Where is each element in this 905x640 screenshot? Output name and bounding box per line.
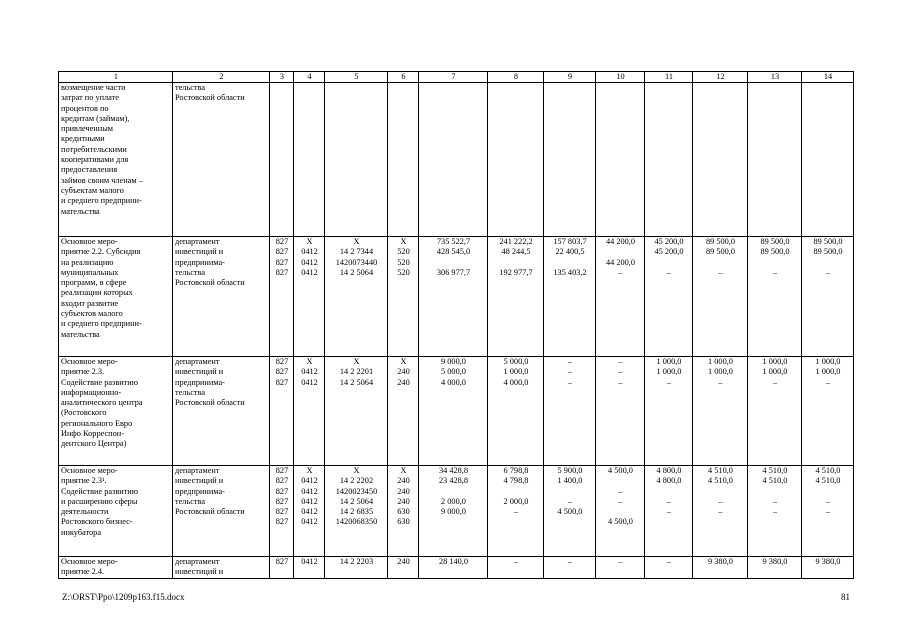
cell-line: 6 798,8	[503, 466, 529, 475]
cell-line	[598, 247, 643, 257]
cell-line	[546, 258, 594, 268]
value-cell-col-8	[488, 237, 544, 357]
cell-line: 89 500,0	[705, 247, 736, 257]
value-cell-col-3	[270, 466, 294, 557]
cell-line	[598, 476, 643, 486]
cell-line: 48 244,5	[501, 247, 531, 257]
column-header-12: 12	[693, 72, 748, 83]
value-cell-col-4	[294, 466, 325, 557]
cell-line: 240	[397, 496, 410, 506]
value-cell-col-5	[325, 83, 388, 237]
cell-line: 520	[397, 267, 410, 277]
cell-line: 1 000,0	[815, 367, 841, 377]
cell-line: 827	[275, 517, 289, 527]
value-cell-col-8	[488, 357, 544, 466]
cell-line: 14 2 5064	[339, 496, 374, 506]
value-cell-col-13	[748, 557, 802, 579]
value-cell-col-11	[645, 83, 693, 237]
cell-line	[647, 258, 691, 268]
cell-line: 4 510,0	[815, 466, 841, 475]
value-cell-col-3	[270, 83, 294, 237]
value-cell-col-13	[748, 357, 802, 466]
value-cell-col-6	[388, 237, 419, 357]
table-row	[59, 357, 854, 466]
cell-line: –	[513, 507, 519, 517]
cell-line: –	[618, 557, 623, 566]
cell-line	[421, 487, 486, 497]
cell-line: 827	[275, 557, 289, 566]
value-cell-col-5	[325, 357, 388, 466]
cell-line: –	[718, 377, 723, 387]
cell-line	[695, 258, 746, 268]
cell-line: 9 380,0	[708, 557, 733, 566]
value-cell-col-14	[802, 557, 854, 579]
file-path: Z:\ORST\Ppo\1209p163.f15.docx	[62, 592, 185, 602]
cell-line: 0412	[301, 486, 318, 496]
cell-line: –	[718, 496, 723, 506]
cell-line: 520	[397, 257, 410, 267]
cell-line: 14 2 2203	[339, 557, 374, 566]
cell-line: 9 000,0	[441, 507, 466, 517]
measure-name-cell: Основное меро- приятие 2.2. Субсидия на реализацию муниципальных программ, в сфере реализации которых входит развитие субъектов малого и среднего предприни- мательства	[59, 237, 173, 357]
value-cell-col-6	[388, 83, 419, 237]
cell-line: 89 500,0	[813, 247, 843, 257]
cell-line: 4 510,0	[762, 476, 788, 486]
cell-line: 0412	[301, 557, 318, 566]
cell-line: –	[772, 377, 778, 387]
value-cell-col-13	[748, 237, 802, 357]
cell-line: 1420068350	[335, 517, 378, 527]
cell-line: Х	[306, 357, 313, 366]
value-cell-col-12	[693, 466, 748, 557]
cell-line: 9 000,0	[441, 357, 466, 366]
column-header-2: 2	[173, 72, 270, 83]
cell-line: 4 000,0	[503, 377, 529, 387]
cell-line	[695, 487, 746, 497]
cell-line: 4 800,0	[656, 466, 682, 475]
measure-name-cell: Основное меро- приятие 2.4.	[59, 557, 173, 579]
cell-line: 1420073440	[335, 257, 378, 267]
cell-line: 1 000,0	[708, 367, 733, 377]
cell-line: –	[666, 507, 672, 517]
cell-line: 428 545,0	[436, 247, 471, 257]
value-cell-col-3	[270, 557, 294, 579]
value-cell-col-9	[544, 237, 596, 357]
cell-line: 14 2 2202	[339, 476, 374, 486]
cell-line: 4 500,0	[608, 466, 633, 475]
cell-line: 5 000,0	[441, 367, 466, 377]
value-cell-col-5	[325, 237, 388, 357]
cell-line: –	[567, 557, 573, 566]
value-cell-col-7	[419, 237, 488, 357]
cell-line: 45 200,0	[654, 237, 684, 246]
measure-name-cell: возмещение части затрат по уплате процентов по кредитам (займам), привлеченным кредитными потребительскими кооперативами для предоставления займов своим членам – субъектам малого и среднего предприни- мательства	[59, 83, 173, 237]
column-header-14: 14	[802, 72, 854, 83]
value-cell-col-3	[270, 237, 294, 357]
column-header-6: 6	[388, 72, 419, 83]
cell-line	[750, 258, 800, 268]
cell-line: 5 900,0	[557, 466, 583, 475]
cell-line: 827	[275, 476, 289, 486]
cell-line: 827	[275, 367, 289, 377]
cell-line: 34 428,8	[438, 466, 469, 475]
executor-cell: тельства Ростовской области	[173, 83, 270, 237]
measure-name-cell: Основное меро- приятие 2.3¹. Содействие развитию и расширению сферы деятельности Ростовского бизнес- инкубатора	[59, 466, 173, 557]
cell-line: 630	[397, 517, 410, 527]
cell-line: Х	[306, 466, 313, 475]
cell-line: 1420023450	[335, 486, 378, 496]
table-body	[59, 72, 854, 579]
cell-line: 9 380,0	[815, 557, 841, 566]
value-cell-col-14	[802, 237, 854, 357]
cell-line: –	[513, 557, 519, 566]
cell-line: Х	[353, 357, 360, 366]
value-cell-col-12	[693, 237, 748, 357]
cell-line: 827	[275, 257, 289, 267]
executor-cell: департамент инвестиций и	[173, 557, 270, 579]
value-cell-col-12	[693, 83, 748, 237]
cell-line: 89 500,0	[760, 247, 790, 257]
value-cell-col-11	[645, 466, 693, 557]
cell-line: 0412	[301, 507, 318, 517]
cell-line: 827	[275, 507, 289, 517]
cell-line: 135 403,2	[553, 267, 587, 277]
value-cell-col-10	[596, 466, 645, 557]
cell-line: –	[618, 496, 623, 506]
cell-line: –	[772, 267, 778, 277]
cell-line	[695, 517, 746, 527]
cell-line: 827	[275, 357, 289, 366]
cell-line: 14 2 5064	[339, 267, 374, 277]
cell-line: 23 428,8	[438, 476, 469, 486]
cell-line	[490, 517, 542, 527]
cell-line: 1 000,0	[656, 357, 682, 366]
executor-cell: департамент инвестиций и предпринима- тельства Ростовской области	[173, 466, 270, 557]
cell-line: Х	[400, 237, 407, 246]
value-cell-col-8	[488, 466, 544, 557]
cell-line	[804, 517, 852, 527]
measure-name-cell: Основное меро- приятие 2.3. Содействие развитию информационно- аналитического центра (Ростовского регионального Евро Инфо Корреспон- дентского Центра)	[59, 357, 173, 466]
cell-line: 4 000,0	[441, 377, 466, 387]
cell-line	[647, 487, 691, 497]
value-cell-col-11	[645, 237, 693, 357]
cell-line: 240	[397, 476, 410, 486]
cell-line: 4 798,8	[503, 476, 529, 486]
cell-line: 306 977,7	[436, 267, 471, 277]
cell-line: –	[567, 496, 573, 506]
value-cell-col-14	[802, 83, 854, 237]
cell-line: 14 2 6835	[339, 507, 374, 517]
value-cell-col-9	[544, 357, 596, 466]
table-row	[59, 557, 854, 579]
cell-line: –	[618, 267, 623, 277]
value-cell-col-5	[325, 557, 388, 579]
cell-line: 827	[275, 466, 289, 475]
cell-line: –	[666, 496, 672, 506]
cell-line: 735 522,7	[436, 237, 471, 246]
cell-line	[421, 258, 486, 268]
cell-line: 89 500,0	[813, 237, 843, 246]
value-cell-col-14	[802, 466, 854, 557]
cell-line: 240	[397, 486, 410, 496]
cell-line: 157 803,7	[553, 237, 587, 246]
value-cell-col-7	[419, 83, 488, 237]
cell-line: 192 977,7	[499, 267, 533, 277]
cell-line: 4 510,0	[708, 466, 733, 475]
cell-line: 4 510,0	[815, 476, 841, 486]
column-header-3: 3	[270, 72, 294, 83]
cell-line: 1 000,0	[708, 357, 733, 366]
value-cell-col-3	[270, 357, 294, 466]
cell-line: Х	[353, 466, 360, 475]
value-cell-col-11	[645, 357, 693, 466]
value-cell-col-4	[294, 83, 325, 237]
cell-line: 4 510,0	[762, 466, 788, 475]
cell-line: –	[825, 267, 831, 277]
cell-line: Х	[400, 466, 407, 475]
column-header-9: 9	[544, 72, 596, 83]
cell-line: Х	[306, 237, 313, 246]
value-cell-col-9	[544, 557, 596, 579]
cell-line: –	[666, 267, 672, 277]
cell-line: 0412	[301, 517, 318, 527]
cell-line	[804, 258, 852, 268]
value-cell-col-10	[596, 357, 645, 466]
cell-line: –	[666, 377, 672, 387]
cell-line: 241 222,2	[499, 237, 533, 246]
cell-line: –	[618, 486, 623, 496]
cell-line: 4 500,0	[608, 517, 633, 527]
cell-line: 14 2 7344	[339, 247, 374, 257]
cell-line: –	[567, 377, 573, 387]
cell-line	[598, 507, 643, 517]
cell-line: 45 200,0	[654, 247, 684, 257]
value-cell-col-10	[596, 237, 645, 357]
cell-line: 89 500,0	[760, 237, 790, 246]
value-cell-col-4	[294, 237, 325, 357]
cell-line	[421, 517, 486, 527]
cell-line: 827	[275, 247, 289, 257]
value-cell-col-11	[645, 557, 693, 579]
value-cell-col-7	[419, 357, 488, 466]
cell-line	[647, 517, 691, 527]
cell-line: –	[567, 367, 573, 377]
value-cell-col-7	[419, 557, 488, 579]
value-cell-col-6	[388, 466, 419, 557]
cell-line: 630	[397, 507, 410, 517]
value-cell-col-4	[294, 557, 325, 579]
value-cell-col-9	[544, 83, 596, 237]
cell-line: 22 400,5	[555, 247, 585, 257]
cell-line: 0412	[301, 367, 318, 377]
cell-line: 5 000,0	[503, 357, 529, 366]
value-cell-col-5	[325, 466, 388, 557]
cell-line: 240	[397, 377, 410, 387]
cell-line	[490, 258, 542, 268]
cell-line: 827	[275, 486, 289, 496]
executor-cell: департамент инвестиций и предпринима- тельства Ростовской области	[173, 237, 270, 357]
table-row	[59, 237, 854, 357]
cell-line	[750, 487, 800, 497]
cell-line: 0412	[301, 496, 318, 506]
cell-line: 1 000,0	[503, 367, 529, 377]
cell-line: 240	[397, 557, 410, 566]
cell-line: 1 000,0	[762, 367, 788, 377]
cell-line: 827	[275, 237, 289, 246]
cell-line	[546, 487, 594, 497]
cell-line: –	[718, 507, 723, 517]
value-cell-col-13	[748, 83, 802, 237]
cell-line: 827	[275, 496, 289, 506]
value-cell-col-12	[693, 557, 748, 579]
value-cell-col-10	[596, 557, 645, 579]
cell-line: 827	[275, 377, 289, 387]
column-header-10: 10	[596, 72, 645, 83]
cell-line: –	[718, 267, 723, 277]
cell-line: 0412	[301, 476, 318, 486]
value-cell-col-14	[802, 357, 854, 466]
cell-line: –	[666, 557, 672, 566]
cell-line: 9 380,0	[762, 557, 788, 566]
cell-line: 1 400,0	[557, 476, 583, 486]
value-cell-col-13	[748, 466, 802, 557]
cell-line: 0412	[301, 267, 318, 277]
cell-line: Х	[400, 357, 407, 366]
value-cell-col-6	[388, 357, 419, 466]
cell-line: 2 000,0	[503, 496, 529, 506]
cell-line	[804, 487, 852, 497]
value-cell-col-10	[596, 83, 645, 237]
table-row	[59, 466, 854, 557]
cell-line	[546, 517, 594, 527]
column-number-row	[59, 72, 854, 83]
page-number: 81	[841, 592, 850, 602]
cell-line: 4 800,0	[656, 476, 682, 486]
cell-line: 14 2 2201	[339, 367, 374, 377]
cell-line: 89 500,0	[705, 237, 736, 246]
column-header-13: 13	[748, 72, 802, 83]
cell-line: –	[825, 496, 831, 506]
cell-line: 1 000,0	[762, 357, 788, 366]
executor-cell: департамент инвестиций и предпринима- тельства Ростовской области	[173, 357, 270, 466]
cell-line: 44 200,0	[605, 237, 636, 246]
value-cell-col-4	[294, 357, 325, 466]
cell-line: –	[825, 377, 831, 387]
value-cell-col-8	[488, 557, 544, 579]
cell-line: 0412	[301, 257, 318, 267]
value-cell-col-6	[388, 557, 419, 579]
column-header-4: 4	[294, 72, 325, 83]
cell-line: 4 510,0	[708, 476, 733, 486]
cell-line: 240	[397, 367, 410, 377]
column-header-11: 11	[645, 72, 693, 83]
cell-line: 827	[275, 267, 289, 277]
cell-line: 44 200,0	[605, 257, 636, 267]
value-cell-col-9	[544, 466, 596, 557]
cell-line: –	[618, 367, 623, 377]
cell-line: 1 000,0	[815, 357, 841, 366]
value-cell-col-8	[488, 83, 544, 237]
cell-line: –	[772, 507, 778, 517]
cell-line: –	[567, 357, 573, 366]
cell-line: –	[618, 377, 623, 387]
cell-line: –	[825, 507, 831, 517]
column-header-5: 5	[325, 72, 388, 83]
value-cell-col-12	[693, 357, 748, 466]
cell-line: 14 2 5064	[339, 377, 374, 387]
budget-table	[58, 71, 854, 579]
cell-line: 520	[397, 247, 410, 257]
cell-line: 1 000,0	[656, 367, 682, 377]
value-cell-col-7	[419, 466, 488, 557]
cell-line	[490, 487, 542, 497]
cell-line: 2 000,0	[441, 496, 466, 506]
cell-line: Х	[353, 237, 360, 246]
table-row	[59, 83, 854, 237]
cell-line: 4 500,0	[557, 507, 583, 517]
column-header-1: 1	[59, 72, 173, 83]
column-header-8: 8	[488, 72, 544, 83]
cell-line: 0412	[301, 377, 318, 387]
cell-line: 0412	[301, 247, 318, 257]
cell-line: –	[772, 496, 778, 506]
cell-line	[750, 517, 800, 527]
column-header-7: 7	[419, 72, 488, 83]
cell-line: –	[618, 357, 623, 366]
cell-line: 28 140,0	[438, 557, 469, 566]
